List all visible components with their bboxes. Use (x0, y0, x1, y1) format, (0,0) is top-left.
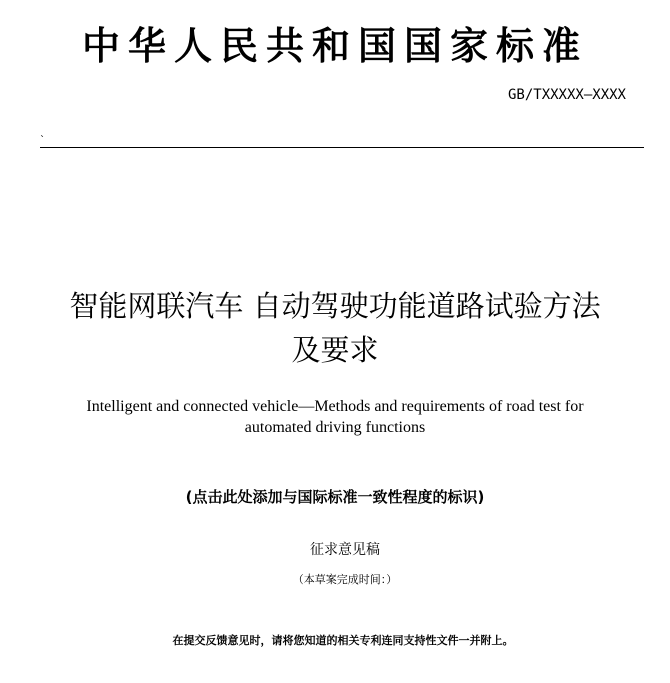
international-consistency-placeholder[interactable]: (点击此处添加与国际标准一致性程度的标识) (185, 488, 485, 506)
chinese-title (20, 284, 650, 372)
national-standard-heading: 中华人民共和国国家标准 (81, 23, 588, 68)
draft-status-label: 征求意见稿 (310, 542, 380, 558)
english-title-line-1: Intelligent and connected vehicle—Methods and requirements of road test for (86, 398, 584, 415)
standard-number: GB/TXXXXX—XXXX (507, 87, 626, 103)
english-title-line-2: automated driving functions (244, 419, 426, 436)
header-divider (40, 147, 644, 148)
english-title (40, 396, 630, 438)
chinese-title-line-2: 及要求 (291, 333, 379, 367)
patent-submission-note: 在提交反馈意见时，请将您知道的相关专利连同支持性文件一并附上。 (172, 634, 514, 647)
chinese-title-line-1: 智能网联汽车 自动驾驶功能道路试验方法 (69, 289, 601, 323)
corner-mark: ` (40, 135, 45, 146)
draft-completion-time: （本草案完成时间：） (292, 573, 398, 586)
